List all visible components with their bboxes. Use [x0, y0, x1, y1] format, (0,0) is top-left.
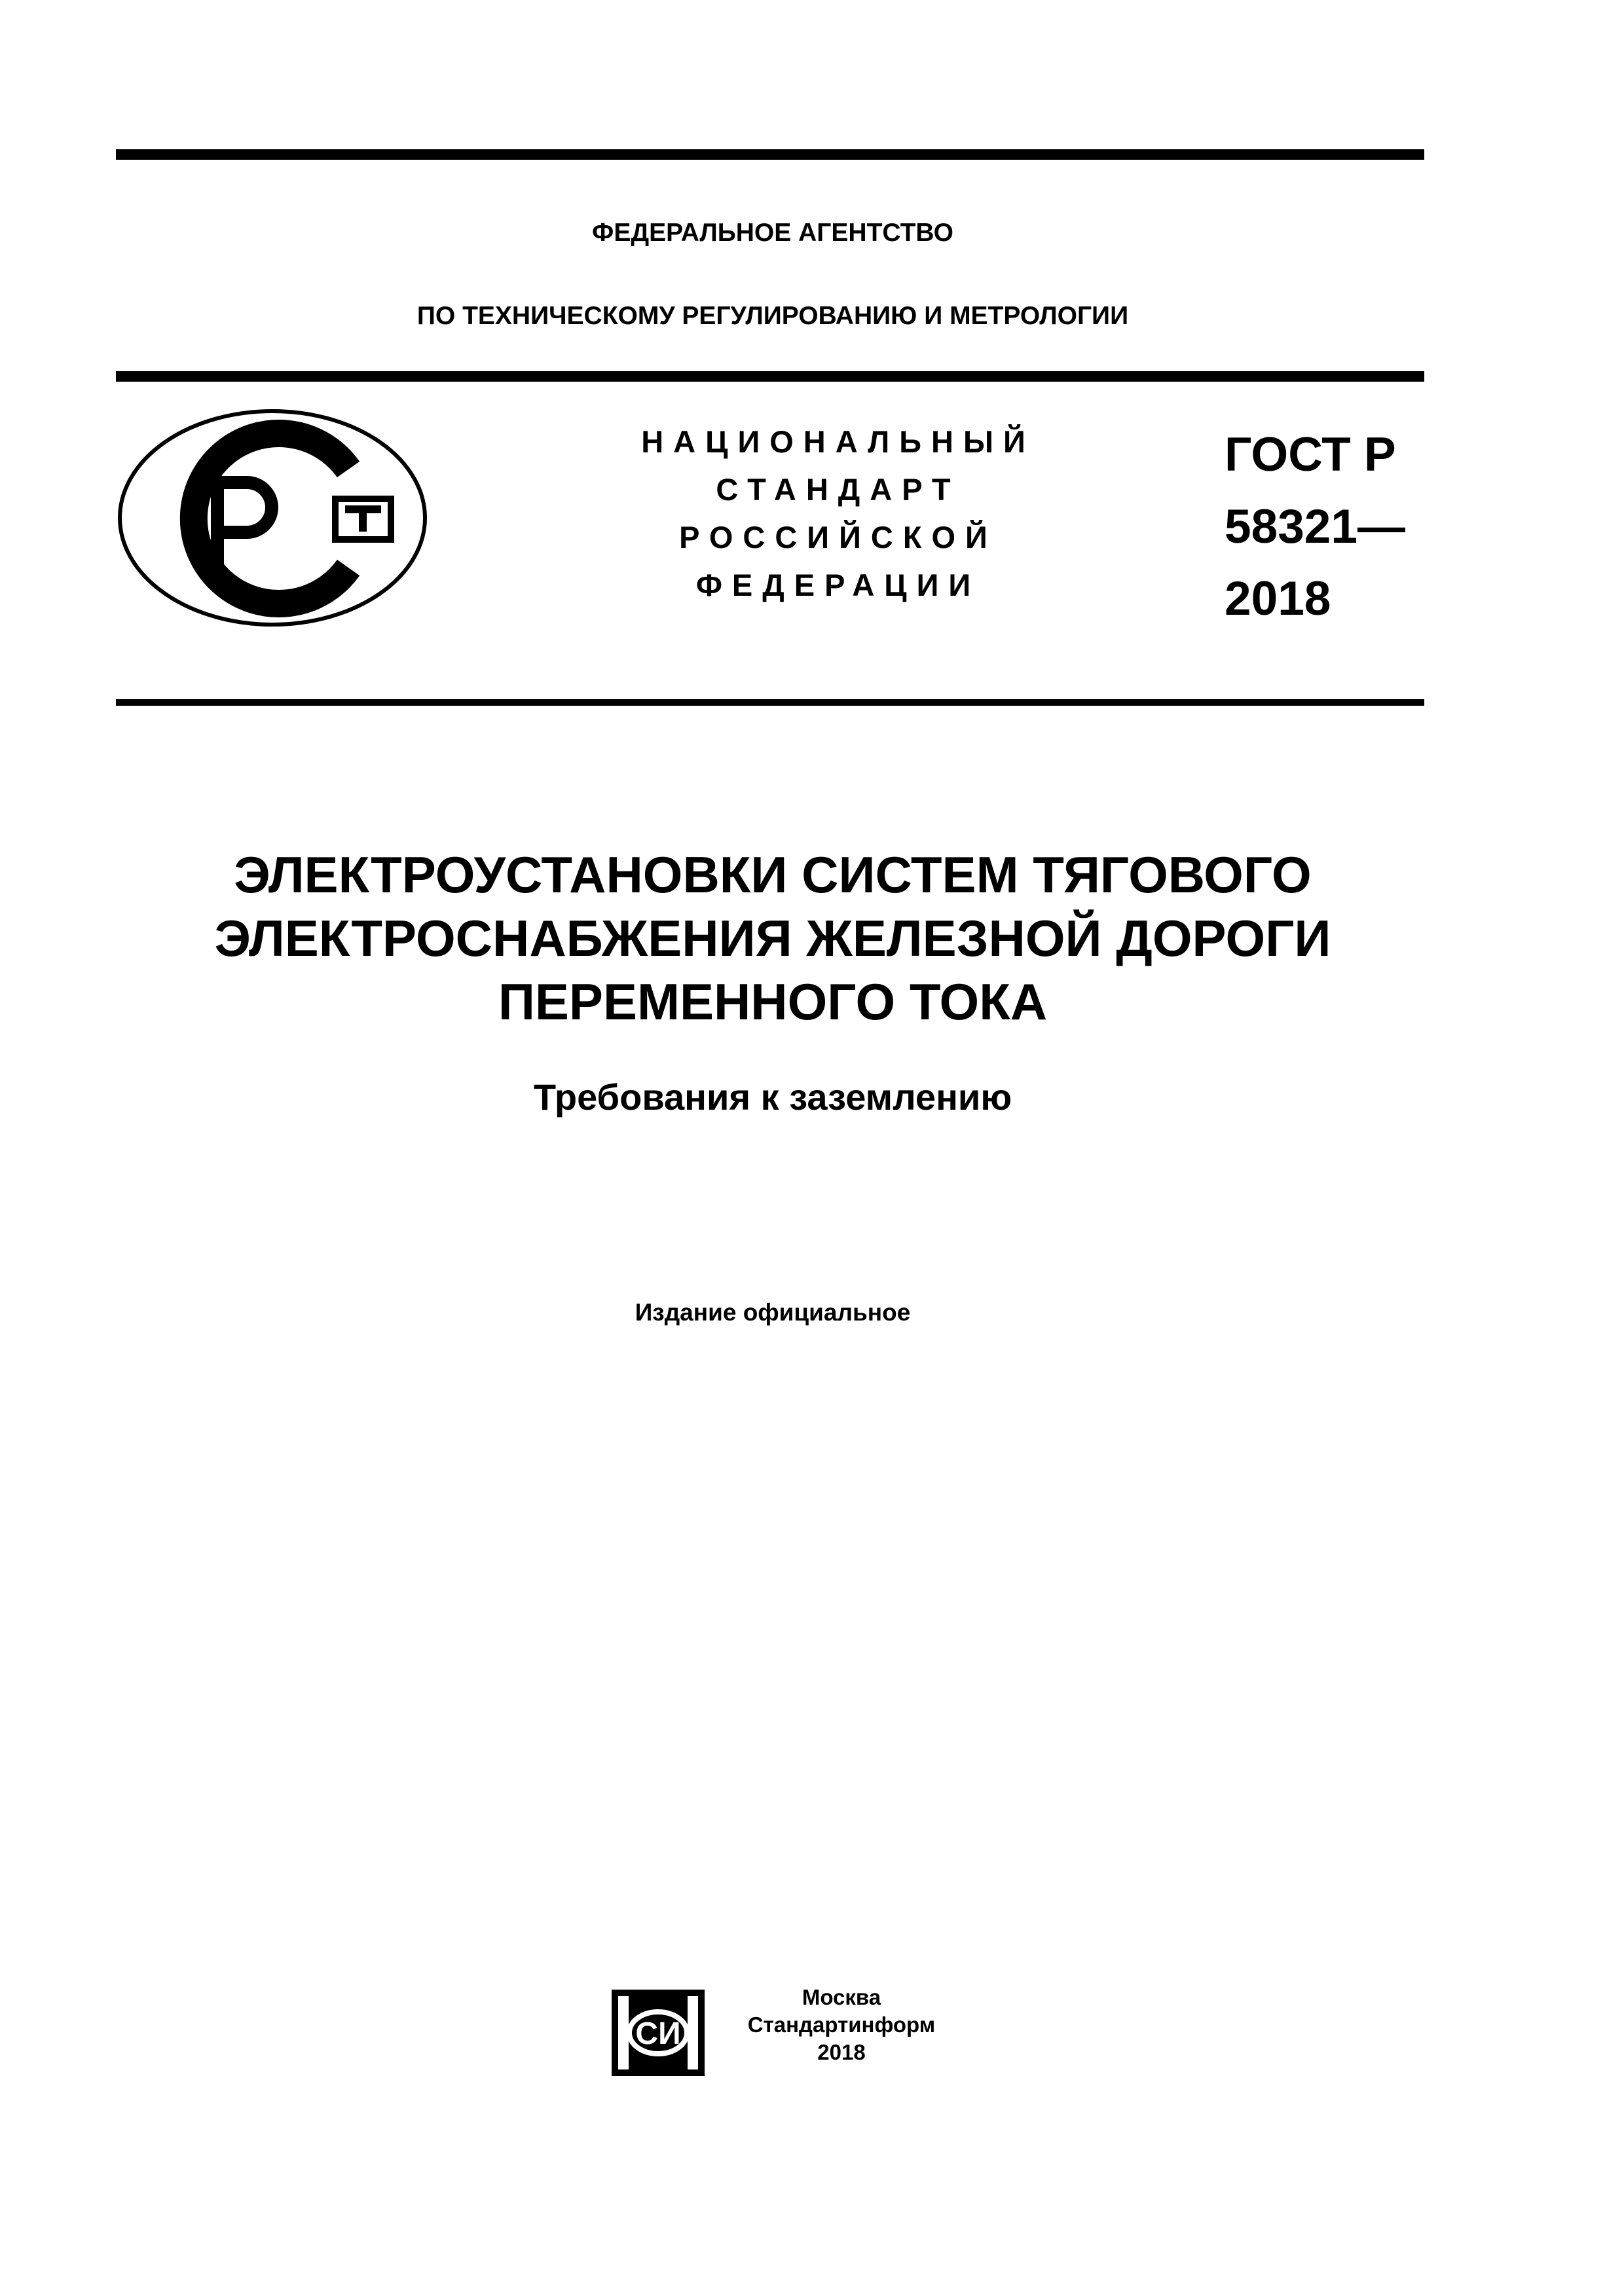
- national-standard-line: РОССИЙСКОЙ: [679, 520, 997, 555]
- title-line: ЭЛЕКТРОУСТАНОВКИ СИСТЕМ ТЯГОВОГО: [234, 846, 1312, 903]
- national-standard-line: СТАНДАРТ: [716, 472, 961, 507]
- edition-label: Издание официальное: [635, 1299, 911, 1326]
- title-line: ПЕРЕМЕННОГО ТОКА: [498, 973, 1048, 1030]
- designation-line: 58321—: [1225, 500, 1405, 553]
- rst-logo-icon: [116, 407, 429, 629]
- standartinform-logo-icon: [609, 1987, 707, 2079]
- imprint-publisher: Стандартинформ: [747, 2013, 936, 2037]
- document-title: [0, 843, 1545, 1034]
- document-subtitle: Требования к заземлению: [533, 1076, 1012, 1118]
- imprint-city: Москва: [802, 1985, 881, 2009]
- standard-designation: [1225, 419, 1421, 635]
- agency-name-line1: ФЕДЕРАЛЬНОЕ АГЕНТСТВО: [592, 219, 953, 247]
- national-standard-line: НАЦИОНАЛЬНЫЙ: [641, 424, 1035, 459]
- top-rule: [116, 149, 1424, 160]
- publisher-logo-text: СИ: [635, 2016, 681, 2051]
- middle-rule: [116, 371, 1424, 382]
- designation-line: ГОСТ Р: [1225, 428, 1396, 481]
- imprint-block: [730, 1984, 953, 2066]
- lower-rule: [116, 699, 1424, 706]
- designation-line: 2018: [1225, 572, 1331, 625]
- title-line: ЭЛЕКТРОСНАБЖЕНИЯ ЖЕЛЕЗНОЙ ДОРОГИ: [214, 909, 1331, 967]
- imprint-year: 2018: [817, 2040, 866, 2064]
- national-standard-label: [589, 418, 1087, 609]
- national-standard-line: ФЕДЕРАЦИИ: [695, 568, 981, 602]
- agency-name-line2: ПО ТЕХНИЧЕСКОМУ РЕГУЛИРОВАНИЮ И МЕТРОЛОГИИ: [416, 302, 1129, 330]
